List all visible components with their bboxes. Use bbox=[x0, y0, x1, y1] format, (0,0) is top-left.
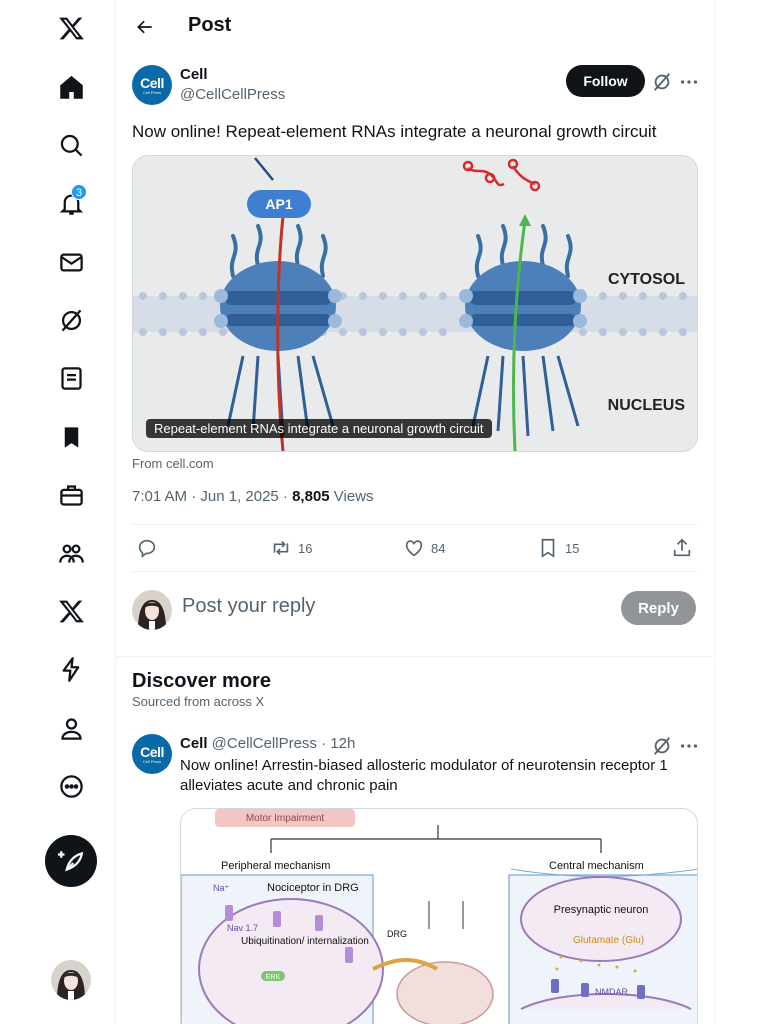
back-button[interactable] bbox=[128, 10, 162, 44]
nav17-label: Nav 1.7 bbox=[227, 923, 259, 933]
motor-impairment-label: Motor Impairment bbox=[245, 813, 325, 824]
discover-post-header[interactable] bbox=[180, 735, 355, 752]
arrow-left-icon bbox=[135, 17, 155, 37]
discover-handle-time[interactable]: @CellCellPress · 12h bbox=[207, 735, 356, 752]
more-icon[interactable] bbox=[45, 760, 97, 812]
section-divider bbox=[116, 656, 715, 657]
share-action[interactable] bbox=[671, 537, 693, 559]
peripheral-label: Peripheral mechanism bbox=[221, 860, 331, 872]
jobs-icon[interactable] bbox=[45, 469, 97, 521]
profile-icon[interactable] bbox=[45, 702, 97, 754]
grok-icon[interactable] bbox=[651, 735, 673, 757]
ap1-label: AP1 bbox=[265, 196, 293, 212]
views-count: 8,805 bbox=[292, 488, 330, 505]
author-handle[interactable]: @CellCellPress bbox=[180, 86, 286, 103]
grok-icon[interactable] bbox=[651, 71, 673, 93]
action-bar bbox=[132, 524, 698, 572]
media-caption: Repeat-element RNAs integrate a neuronal growth circuit bbox=[146, 419, 492, 438]
nmdar-label: NMDAR bbox=[595, 987, 628, 997]
grok-icon[interactable] bbox=[45, 294, 97, 346]
views-label: Views bbox=[329, 488, 374, 505]
heart-icon bbox=[403, 537, 425, 559]
bookmark-action[interactable] bbox=[537, 537, 579, 559]
more-options-icon[interactable] bbox=[678, 71, 700, 93]
post-timestamp[interactable]: 7:01 AM · Jun 1, 2025 · bbox=[132, 488, 293, 505]
page-title: Post bbox=[188, 14, 232, 36]
sidebar-nav bbox=[0, 0, 116, 1024]
nucleus-label: NUCLEUS bbox=[607, 397, 685, 414]
erk-label: ERK bbox=[265, 974, 281, 981]
discover-subtitle: Sourced from across X bbox=[132, 694, 265, 709]
ubiquitination-label: Ubiquitination/ internalization bbox=[241, 936, 369, 947]
author-name[interactable]: Cell bbox=[180, 66, 208, 83]
reply-avatar bbox=[132, 590, 172, 630]
messages-icon[interactable] bbox=[45, 236, 97, 288]
link-card-image[interactable] bbox=[132, 155, 698, 452]
reply-icon bbox=[136, 537, 158, 559]
bookmark-count: 15 bbox=[565, 540, 580, 556]
like-action[interactable] bbox=[403, 537, 445, 559]
central-label: Central mechanism bbox=[549, 860, 644, 872]
repost-icon bbox=[270, 537, 292, 559]
card-source[interactable]: From cell.com bbox=[132, 456, 214, 471]
search-icon[interactable] bbox=[45, 119, 97, 171]
lists-icon[interactable] bbox=[45, 352, 97, 404]
repost-count: 16 bbox=[298, 540, 313, 556]
glutamate-label: Glutamate (Glu) bbox=[573, 935, 645, 946]
discover-post-text: Now online! Arrestin-biased allosteric modulator of neurotensin receptor 1 alleviates acute and chronic pain bbox=[180, 757, 668, 794]
na-ion-label: Na⁺ bbox=[213, 883, 230, 893]
repost-action[interactable] bbox=[270, 537, 312, 559]
home-icon[interactable] bbox=[45, 61, 97, 113]
discover-author-avatar[interactable]: Cell Cell Press bbox=[132, 734, 172, 774]
compose-post-icon bbox=[58, 848, 84, 874]
post-meta bbox=[132, 488, 374, 505]
notification-badge: 3 bbox=[71, 184, 87, 200]
premium-icon[interactable] bbox=[45, 585, 97, 637]
drg-label: DRG bbox=[387, 929, 407, 939]
discover-author-name[interactable]: Cell bbox=[180, 735, 208, 752]
cytosol-label: CYTOSOL bbox=[607, 271, 685, 288]
reply-button[interactable]: Reply bbox=[621, 591, 696, 625]
x-logo-icon[interactable] bbox=[45, 2, 97, 54]
discover-title: Discover more bbox=[132, 670, 271, 692]
more-options-icon[interactable] bbox=[678, 735, 700, 757]
share-icon bbox=[671, 537, 693, 559]
post-text: Now online! Repeat-element RNAs integrate a neuronal growth circuit bbox=[132, 122, 657, 141]
page-header bbox=[116, 0, 715, 53]
communities-icon[interactable] bbox=[45, 527, 97, 579]
discover-post-image[interactable] bbox=[180, 808, 698, 1024]
reply-action[interactable] bbox=[136, 537, 164, 559]
verified-orgs-icon[interactable] bbox=[45, 643, 97, 695]
follow-button[interactable]: Follow bbox=[566, 65, 645, 97]
bookmarks-icon[interactable] bbox=[45, 411, 97, 463]
mechanism-diagram bbox=[181, 809, 698, 1024]
main-column bbox=[116, 0, 715, 1024]
author-avatar[interactable]: Cell Cell Press bbox=[132, 65, 172, 105]
pore-illustration bbox=[133, 156, 698, 452]
reply-input[interactable]: Post your reply bbox=[182, 595, 316, 617]
bookmark-icon bbox=[537, 537, 559, 559]
account-avatar[interactable] bbox=[51, 960, 91, 1000]
compose-button[interactable] bbox=[45, 835, 97, 887]
nociceptor-label: Nociceptor in DRG bbox=[267, 882, 359, 894]
notifications-icon[interactable] bbox=[45, 177, 97, 229]
like-count: 84 bbox=[431, 540, 446, 556]
presynaptic-label: Presynaptic neuron bbox=[553, 904, 649, 916]
